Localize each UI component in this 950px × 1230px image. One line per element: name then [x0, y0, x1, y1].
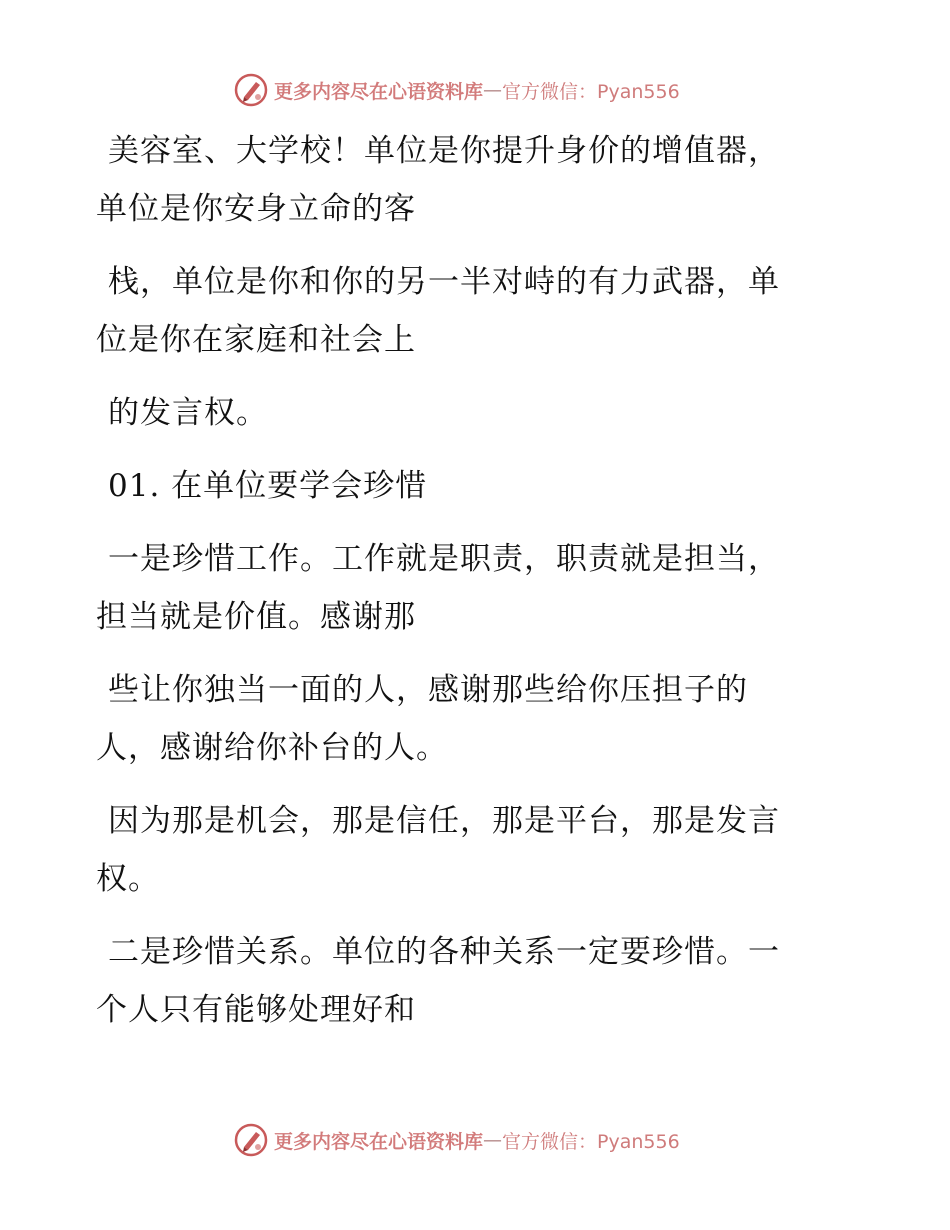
paragraph-line: 单位是你安身立命的客 [96, 191, 416, 227]
paragraph-line: 美容室、大学校！单位是你提升身价的增值器， [108, 133, 780, 169]
section-heading [96, 457, 836, 515]
paragraph-line: 权。 [96, 861, 160, 897]
paragraph-line: 二是珍惜关系。单位的各种关系一定要珍惜。一 [108, 934, 780, 970]
paragraph-line: 位是你在家庭和社会上 [96, 322, 416, 358]
paragraph-line: 因为那是机会，那是信任，那是平台，那是发言 [108, 803, 780, 839]
paragraph [96, 661, 836, 777]
pen-logo-icon [234, 1123, 268, 1157]
banner-dash: — [483, 79, 503, 101]
paragraph-line: 个人只有能够处理好和 [96, 992, 416, 1028]
paragraph-line: 些让你独当一面的人，感谢那些给你压担子的 [108, 672, 748, 708]
header-watermark-banner [234, 72, 680, 108]
banner-main-text: 更多内容尽在心语资料库 [274, 1130, 484, 1153]
paragraph [96, 923, 836, 1039]
paragraph [96, 384, 836, 442]
paragraph-line: 的发言权。 [108, 395, 268, 431]
banner-main-text: 更多内容尽在心语资料库 [274, 80, 484, 103]
paragraph [96, 792, 836, 908]
banner-dash: — [483, 1129, 503, 1151]
pen-logo-icon [234, 73, 268, 107]
heading-text: 01. 在单位要学会珍惜 [108, 468, 428, 504]
banner-wechat-text: 官方微信：Pyan556 [502, 80, 680, 103]
paragraph-line: 一是珍惜工作。工作就是职责，职责就是担当， [108, 541, 780, 577]
paragraph [96, 253, 836, 369]
banner-wechat-text: 官方微信：Pyan556 [502, 1130, 680, 1153]
document-body [96, 122, 836, 1054]
paragraph [96, 530, 836, 646]
paragraph-line: 人，感谢给你补台的人。 [96, 730, 448, 766]
paragraph-line: 栈，单位是你和你的另一半对峙的有力武器，单 [108, 264, 780, 300]
footer-watermark-banner [234, 1122, 680, 1158]
paragraph [96, 122, 836, 238]
paragraph-line: 担当就是价值。感谢那 [96, 599, 416, 635]
